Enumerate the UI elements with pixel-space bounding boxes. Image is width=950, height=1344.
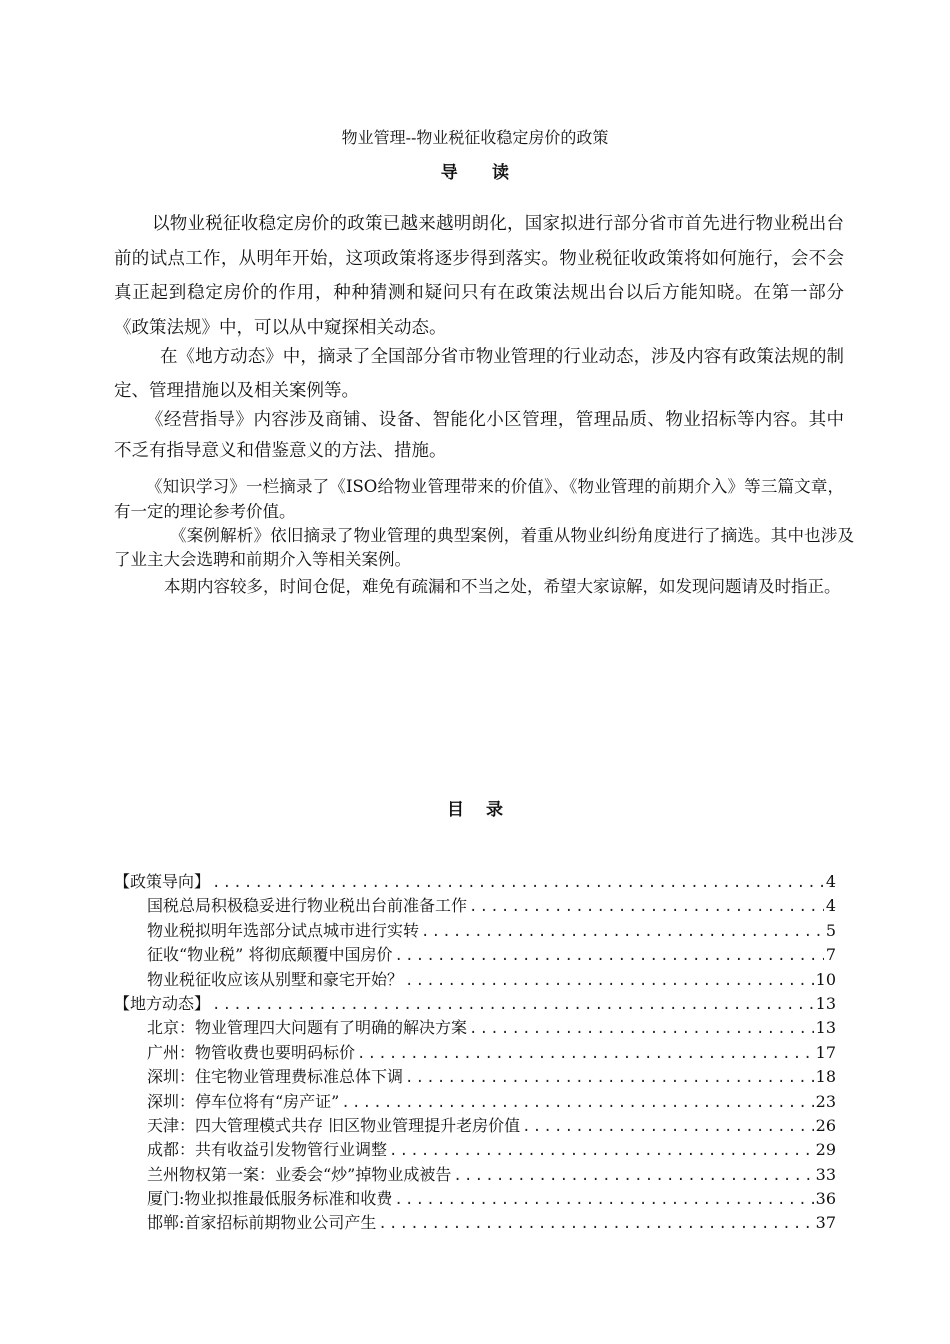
- toc-page-number: 26: [815, 1115, 836, 1135]
- toc-dot-leader: [522, 1115, 814, 1139]
- toc-dot-leader: [453, 1164, 813, 1188]
- guide-heading-char-1: 导: [440, 163, 458, 183]
- intro-paragraph-3: 《经营指导》内容涉及商铺、设备、智能化小区管理，管理品质、物业招标等内容。其中不乏有指导意义和借鉴意义的方法、措施。: [114, 410, 844, 461]
- toc-page-number: 36: [815, 1189, 836, 1209]
- toc-page-number: 10: [815, 969, 836, 989]
- toc-entry[interactable]: [114, 968, 836, 992]
- toc-page-number: 7: [825, 945, 836, 965]
- toc-dot-leader: [389, 1139, 814, 1163]
- toc-heading-char-2: 录: [486, 800, 503, 820]
- guide-heading: [0, 160, 950, 186]
- toc-page-number: 5: [825, 920, 836, 940]
- toc-entry-title: 【政策导向】: [114, 872, 211, 891]
- toc-entry-title: 厦门:物业拟推最低服务标准和收费: [147, 1189, 393, 1209]
- toc-entry-title: 国税总局积极稳妥进行物业税出台前准备工作: [147, 896, 468, 916]
- intro-paragraph-5: 《案例解析》依旧摘录了物业管理的典型案例，着重从物业纠纷角度进行了摘选。其中也涉及了业主大会选聘和前期介入等相关案例。: [114, 526, 854, 569]
- toc-heading-char-1: 目: [447, 800, 464, 820]
- toc-entry[interactable]: [114, 943, 836, 967]
- toc-page-number: 33: [815, 1164, 836, 1184]
- toc-dot-leader: [421, 920, 824, 944]
- toc-entry[interactable]: [114, 1114, 836, 1138]
- toc-entry-title: 兰州物权第一案：业委会“炒”掉物业成被告: [147, 1164, 452, 1184]
- document-title: 物业管理--物业税征收稳定房价的政策: [341, 128, 609, 147]
- toc-page-number: 13: [815, 1018, 836, 1038]
- intro-paragraph-1: 以物业税征收稳定房价的政策已越来越明朗化，国家拟进行部分省市首先进行物业税出台前的试点工作，从明年开始，这项政策将逐步得到落实。物业税征收政策将如何施行，会不会真正起到稳定房价的作用，种种猜测和疑问只有在政策法规出台以后方能知晓。在第一部分《政策法规》中，可以从中窥探相关动态。: [114, 214, 844, 338]
- toc-entry-title: 【地方动态】: [114, 993, 211, 1013]
- toc-dot-leader: [357, 1042, 814, 1066]
- toc-entry[interactable]: [114, 1016, 836, 1040]
- toc-entry-title: 广州：物管收费也要明码标价: [147, 1042, 356, 1062]
- toc-dot-leader: [469, 1017, 814, 1041]
- toc-entry[interactable]: [114, 1065, 836, 1089]
- toc-page-number: 29: [815, 1140, 836, 1160]
- toc-entry-title: 北京：物业管理四大问题有了明确的解决方案: [147, 1018, 468, 1038]
- toc-entry[interactable]: [114, 1187, 836, 1211]
- toc-page-number: 4: [825, 896, 836, 916]
- toc-dot-leader: [212, 871, 824, 895]
- toc-dot-leader: [378, 1212, 813, 1236]
- toc-entry-title: 深圳：住宅物业管理费标准总体下调: [147, 1067, 404, 1087]
- intro-paragraph-4: 《知识学习》一栏摘录了《ISO给物业管理带来的价值》、《物业管理的前期介入》等三篇文章，有一定的理论参考价值。: [114, 477, 844, 521]
- toc-entry[interactable]: [114, 1090, 836, 1114]
- toc-page-number: 18: [815, 1067, 836, 1087]
- toc-page-number: 13: [815, 993, 836, 1013]
- toc-entry-title: 物业税征收应该从别墅和豪宅开始？: [147, 969, 404, 989]
- toc-page-number: 23: [815, 1091, 836, 1111]
- toc-entry[interactable]: [114, 894, 836, 918]
- toc-entry[interactable]: [114, 1211, 836, 1235]
- toc-section-entry[interactable]: [114, 870, 836, 894]
- toc-dot-leader: [212, 993, 814, 1017]
- intro-paragraph-2: 在《地方动态》中，摘录了全国部分省市物业管理的行业动态，涉及内容有政策法规的制定、管理措施以及相关案例等。: [114, 347, 844, 401]
- toc-page-number: 4: [825, 872, 836, 891]
- toc-entry-title: 成都：共有收益引发物管行业调整: [147, 1140, 388, 1160]
- toc-entry-title: 深圳：停车位将有“房产证”: [147, 1091, 340, 1111]
- toc-entry-title: 天津：四大管理模式共存 旧区物业管理提升老房价值: [147, 1115, 521, 1135]
- toc-heading: [0, 797, 950, 823]
- toc-entry[interactable]: [114, 1163, 836, 1187]
- toc-entry[interactable]: [114, 919, 836, 943]
- toc-entry-title: 邯郸:首家招标前期物业公司产生: [147, 1213, 377, 1233]
- toc-page-number: 17: [815, 1042, 836, 1062]
- toc-dot-leader: [394, 944, 823, 968]
- toc-dot-leader: [341, 1091, 813, 1115]
- toc-dot-leader: [405, 969, 814, 993]
- toc-entry[interactable]: [114, 1041, 836, 1065]
- guide-heading-char-2: 读: [492, 163, 510, 183]
- toc-dot-leader: [469, 895, 824, 919]
- toc-page-number: 37: [815, 1213, 836, 1233]
- toc-entry[interactable]: [114, 1138, 836, 1162]
- toc-section-entry[interactable]: [114, 992, 836, 1016]
- toc-entry-title: 物业税拟明年选部分试点城市进行实转: [147, 920, 420, 940]
- toc-entry-title: 征收“物业税” 将彻底颠覆中国房价: [147, 945, 393, 965]
- table-of-contents: [114, 870, 836, 1236]
- toc-dot-leader: [405, 1066, 814, 1090]
- intro-paragraph-6: 本期内容较多，时间仓促，难免有疏漏和不当之处，希望大家谅解，如发现问题请及时指正。: [164, 577, 841, 596]
- toc-dot-leader: [394, 1188, 813, 1212]
